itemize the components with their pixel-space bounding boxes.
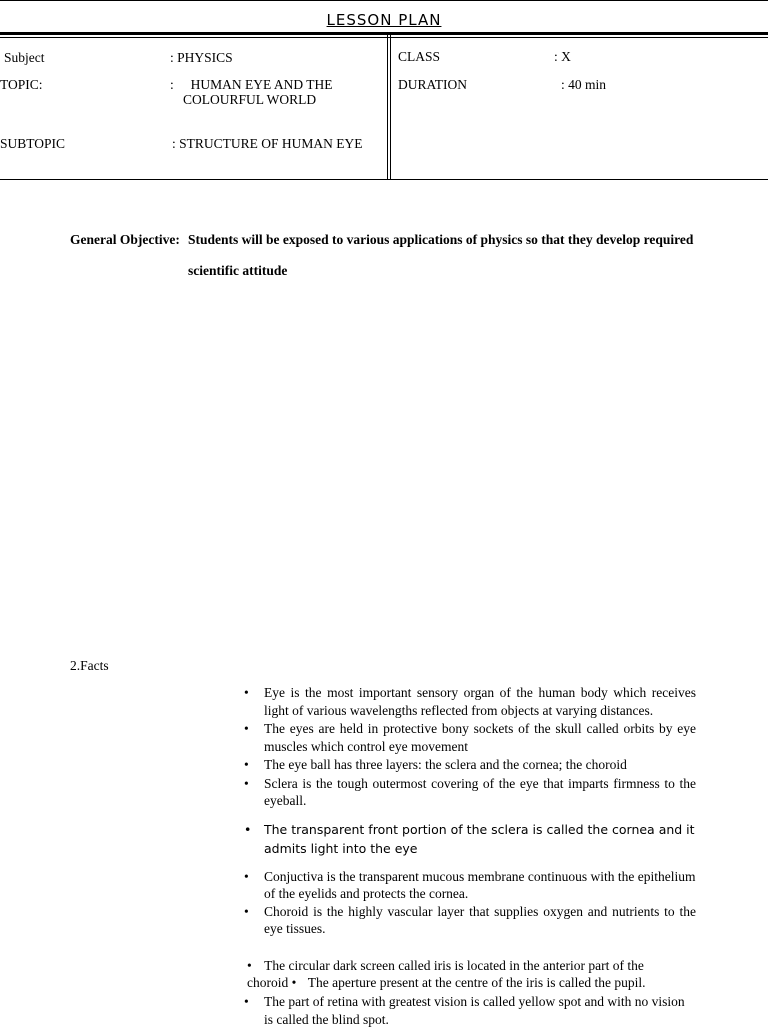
bullet-icon: • [291, 975, 297, 990]
bullet-icon: • [244, 757, 249, 772]
bullet-icon: • [244, 775, 249, 791]
column-divider-right [390, 35, 391, 180]
column-divider-left [387, 35, 388, 180]
list-item: • The part of retina with greatest vision is called yellow spot and with no vision is called the blind spot. [244, 994, 685, 1027]
bullet-icon: • [244, 868, 249, 884]
list-item: choroid • The aperture present at the centre of the iris is called the pupil. [247, 975, 646, 990]
list-item: • The eyes are held in protective bony sockets of the skull called orbits by eye muscles which control eye movement [244, 721, 696, 754]
topic-label: TOPIC: [0, 77, 43, 92]
subject-label: Subject [4, 50, 45, 65]
bullet-icon: • [244, 721, 249, 736]
class-label: CLASS [398, 49, 441, 64]
header-bottom-rule [0, 179, 768, 180]
list-item: • Choroid is the highly vascular layer that supplies oxygen and nutrients to the eye tissues. [244, 903, 696, 936]
list-item: • The eye ball has three layers: the sclera and the cornea; the choroid [244, 757, 627, 772]
class-value: : X [554, 49, 571, 64]
header-rule-thin [0, 37, 768, 38]
bullet-icon: • [244, 994, 249, 1009]
top-border [0, 0, 768, 1]
bullet-icon: • [247, 958, 252, 973]
topic-value: : HUMAN EYE AND THE [170, 77, 333, 92]
bullet-icon: • [244, 685, 249, 700]
topic-value-line2: COLOURFUL WORLD [183, 92, 317, 107]
list-item: • The transparent front portion of the sclera is called the cornea and it admits light into the eye [244, 821, 695, 856]
objective-label: General Objective: [70, 232, 180, 247]
bullet-icon: • [244, 821, 252, 837]
subtopic-value: : STRUCTURE OF HUMAN EYE [172, 136, 363, 151]
duration-value: : 40 min [561, 77, 607, 92]
objective-line-2: scientific attitude [188, 263, 288, 278]
subject-value: : PHYSICS [170, 50, 233, 65]
bullet-icon: • [244, 903, 249, 919]
page-title: LESSON PLAN [326, 11, 442, 29]
duration-label: DURATION [398, 77, 467, 92]
objective-line-1: Students will be exposed to various applications of physics so that they develop required [188, 232, 694, 247]
subtopic-label: SUBTOPIC [0, 136, 66, 151]
header-rule-thick [0, 32, 768, 35]
list-item: • Eye is the most important sensory organ of the human body which receives light of various wavelengths reflected from objects at varying distances. [244, 685, 696, 718]
facts-heading: 2.Facts [70, 658, 109, 673]
list-item: • Sclera is the tough outermost covering of the eye that imparts firmness to the eyeball. [244, 775, 696, 808]
facts-list [244, 684, 696, 938]
list-item: • Conjuctiva is the transparent mucous membrane continuous with the epithelium of the eyelids and protects the cornea. [244, 868, 696, 901]
list-item: • The circular dark screen called iris is located in the anterior part of the [247, 958, 644, 973]
